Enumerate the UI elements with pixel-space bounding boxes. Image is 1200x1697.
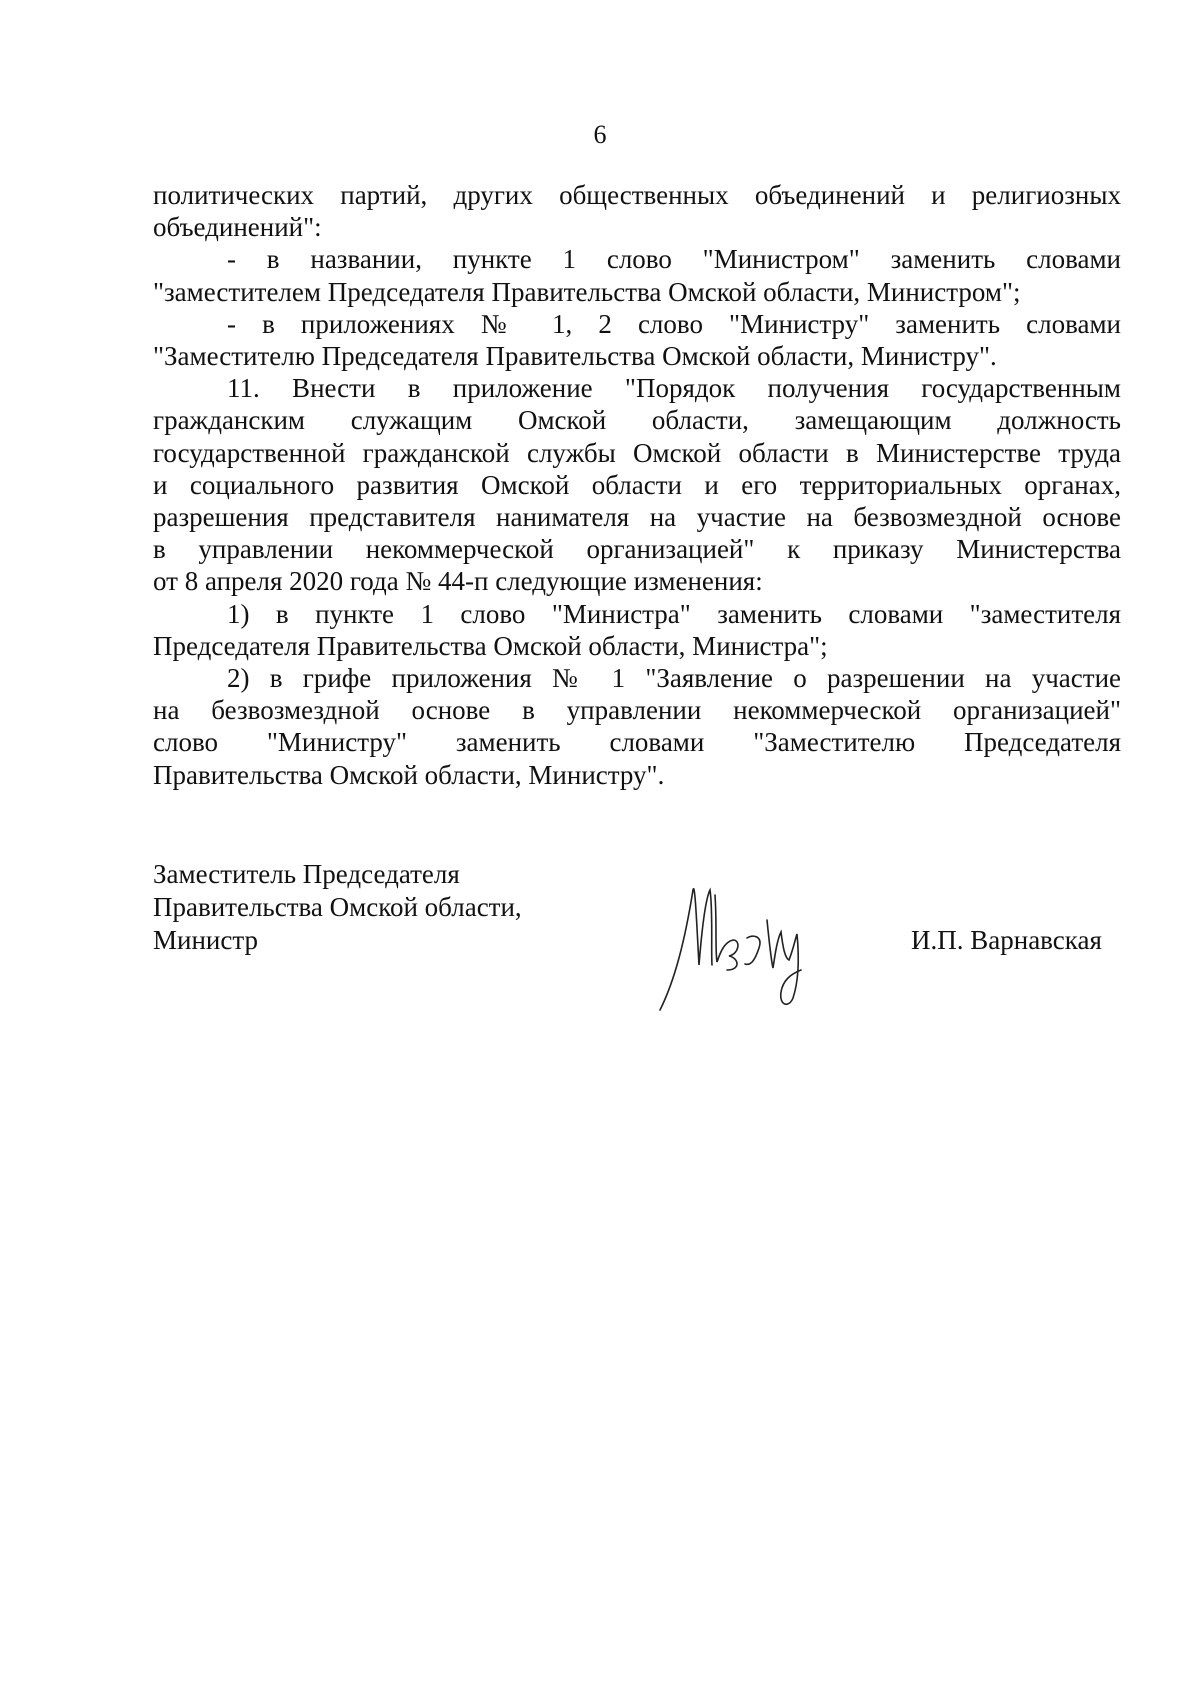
handwritten-signature: [655, 870, 835, 1015]
body-line: "заместителем Председателя Правительства Омской области, Министром";: [153, 276, 1021, 307]
body-line: - в названии, пункте 1 слово "Министром" заменить словами: [227, 244, 1121, 275]
body-line: 2) в грифе приложения № 1 "Заявление о разрешении на участие: [227, 663, 1121, 694]
body-line: 1) в пункте 1 слово "Министра" заменить словами "заместителя: [227, 598, 1121, 629]
signature-title-line: Правительства Омской области,: [153, 892, 522, 922]
body-line: политических партий, других общественных объединений и религиозных: [153, 180, 1121, 210]
document-body: [153, 179, 1121, 791]
body-line: гражданским служащим Омской области, замещающим должность: [153, 405, 1121, 436]
body-line: на безвозмездной основе в управлении некоммерческой организацией": [153, 695, 1121, 726]
body-line: слово "Министру" заменить словами "Заместителю Председателя: [153, 727, 1121, 758]
body-line: объединений":: [153, 212, 322, 243]
signature-title: [153, 858, 522, 957]
body-line: в управлении некоммерческой организацией" к приказу Министерства: [153, 534, 1121, 565]
body-line: "Заместителю Председателя Правительства Омской области, Министру".: [153, 341, 997, 372]
body-line: - в приложениях № 1, 2 слово "Министру" заменить словами: [227, 308, 1121, 339]
signature-title-line: Министр: [153, 925, 258, 955]
signature-title-line: Заместитель Председателя: [153, 859, 460, 889]
body-line: Правительства Омской области, Министру".: [153, 759, 665, 790]
signer-name: И.П. Варнавская: [911, 925, 1102, 955]
body-line: Председателя Правительства Омской области, Министра";: [153, 630, 828, 661]
body-line: государственной гражданской службы Омской области в Министерстве труда: [153, 437, 1121, 468]
body-line: 11. Внести в приложение "Порядок получения государственным: [227, 373, 1121, 404]
body-line: от 8 апреля 2020 года № 44-п следующие изменения:: [153, 566, 763, 597]
page-number: 6: [593, 120, 607, 149]
body-line: разрешения представителя нанимателя на участие на безвозмездной основе: [153, 502, 1121, 533]
body-line: и социального развития Омской области и его территориальных органах,: [153, 469, 1121, 500]
